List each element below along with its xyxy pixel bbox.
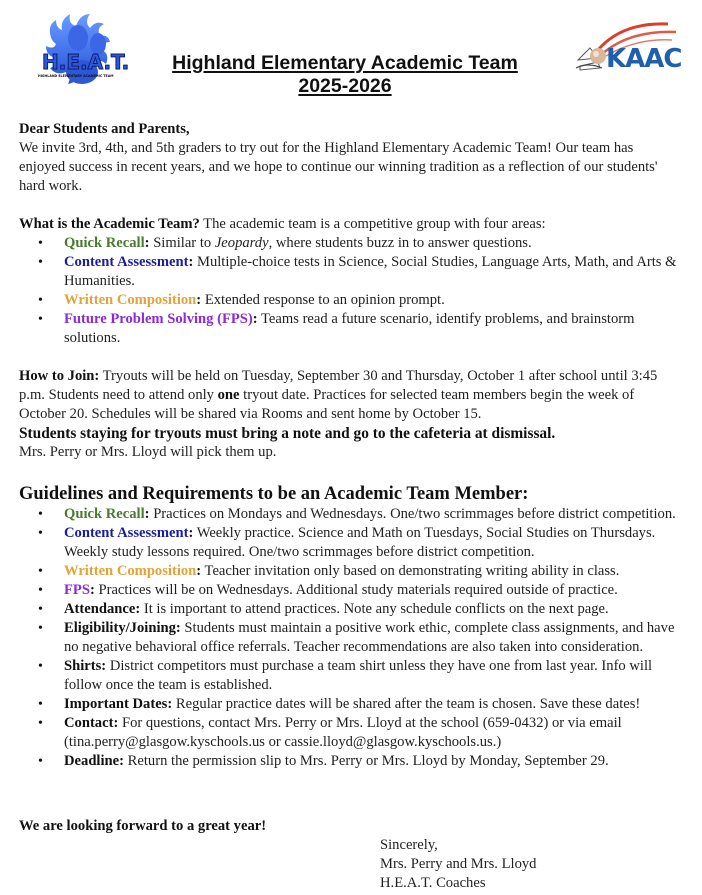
guidelines-heading: Guidelines and Requirements to be an Academic Team Member: [19, 484, 529, 504]
pickup-note: Mrs. Perry or Mrs. Lloyd will pick them up. [19, 444, 277, 460]
title-line-1: Highland Elementary Academic Team [172, 52, 518, 74]
greeting: Dear Students and Parents, [19, 121, 190, 137]
heat-paw-logo-icon [30, 10, 130, 96]
closing-line: We are looking forward to a great year! [19, 818, 267, 834]
list-item: • Shirts: District competitors must purchase a team shirt unless they have one from last year. Info will follow once the team is established. [64, 657, 679, 695]
kaac-logo-text: KAAC [606, 44, 682, 74]
list-item: • Eligibility/Joining: Students must maintain a positive work ethic, complete class assignments, and have no negative behavioral office referrals. Teacher recommendations are also taken into consideration. [64, 619, 679, 657]
how-to-join-section: How to Join: Tryouts will be held on Tuesday, September 30 and Thursday, October 1 after school until 3:45 p.m. Students need to attend only one tryout date. Practices for selected team members begin the week of October 20. Schedules will be shared via Rooms and sent home by October 15. [19, 368, 658, 422]
list-item: • Quick Recall: Similar to Jeopardy, where students buzz in to answer questions. [64, 234, 679, 253]
what-is-label: What is the Academic Team? [19, 216, 200, 232]
list-item: • Contact: For questions, contact Mrs. Perry or Mrs. Lloyd at the school (659-0432) or via email (tina.perry@glasgow.kyschools.us or cassie.lloyd@glasgow.kyschools.us.) [64, 714, 679, 752]
what-is-section: What is the Academic Team? The academic team is a competitive group with four areas: [19, 216, 546, 232]
page-title [140, 52, 550, 98]
letter-body [19, 120, 679, 771]
guidelines-list [19, 505, 679, 771]
signature-block [380, 836, 536, 893]
signature-names: Mrs. Perry and Mrs. Lloyd [380, 856, 537, 872]
areas-list [19, 234, 679, 348]
list-item: • Important Dates: Regular practice dates will be shared after the team is chosen. Save these dates! [64, 695, 679, 714]
kaac-logo-icon [572, 18, 694, 78]
list-item: • FPS: Practices will be on Wednesdays. Additional study materials required outside of practice. [64, 581, 679, 600]
signature-line-1: Sincerely, [380, 837, 438, 853]
list-item: • Deadline: Return the permission slip to Mrs. Perry or Mrs. Lloyd by Monday, September 29. [64, 752, 679, 771]
tryout-note: Students staying for tryouts must bring a note and go to the cafeteria at dismissal. [19, 425, 556, 442]
list-item: • Attendance: It is important to attend practices. Note any schedule conflicts on the next page. [64, 600, 679, 619]
heat-logo-text: H.E.A.T. [42, 50, 130, 74]
title-line-2: 2025-2026 [298, 75, 392, 97]
intro-paragraph: We invite 3rd, 4th, and 5th graders to try out for the Highland Elementary Academic Team! Our team has enjoyed success in recent years, and we hope to continue our winning tradition as a reflection of our students' hard work. [19, 140, 658, 194]
signature-title: H.E.A.T. Coaches [380, 875, 486, 891]
list-item: • Quick Recall: Practices on Mondays and Wednesdays. One/two scrimmages before district competition. [64, 505, 679, 524]
list-item: • Content Assessment: Multiple-choice tests in Science, Social Studies, Language Arts, Math, and Arts & Humanities. [64, 253, 679, 291]
header [0, 0, 702, 108]
list-item: • Content Assessment: Weekly practice. Science and Math on Tuesdays, Social Studies on Thursdays. Weekly study lessons required. One/two scrimmages before district competition. [64, 524, 679, 562]
heat-logo-subtext: HIGHLAND ELEMENTARY ACADEMIC TEAM [38, 74, 114, 78]
list-item: • Future Problem Solving (FPS): Teams read a future scenario, identify problems, and brainstorm solutions. [64, 310, 679, 348]
list-item: • Written Composition: Extended response to an opinion prompt. [64, 291, 679, 310]
list-item: • Written Composition: Teacher invitation only based on demonstrating writing ability in class. [64, 562, 679, 581]
